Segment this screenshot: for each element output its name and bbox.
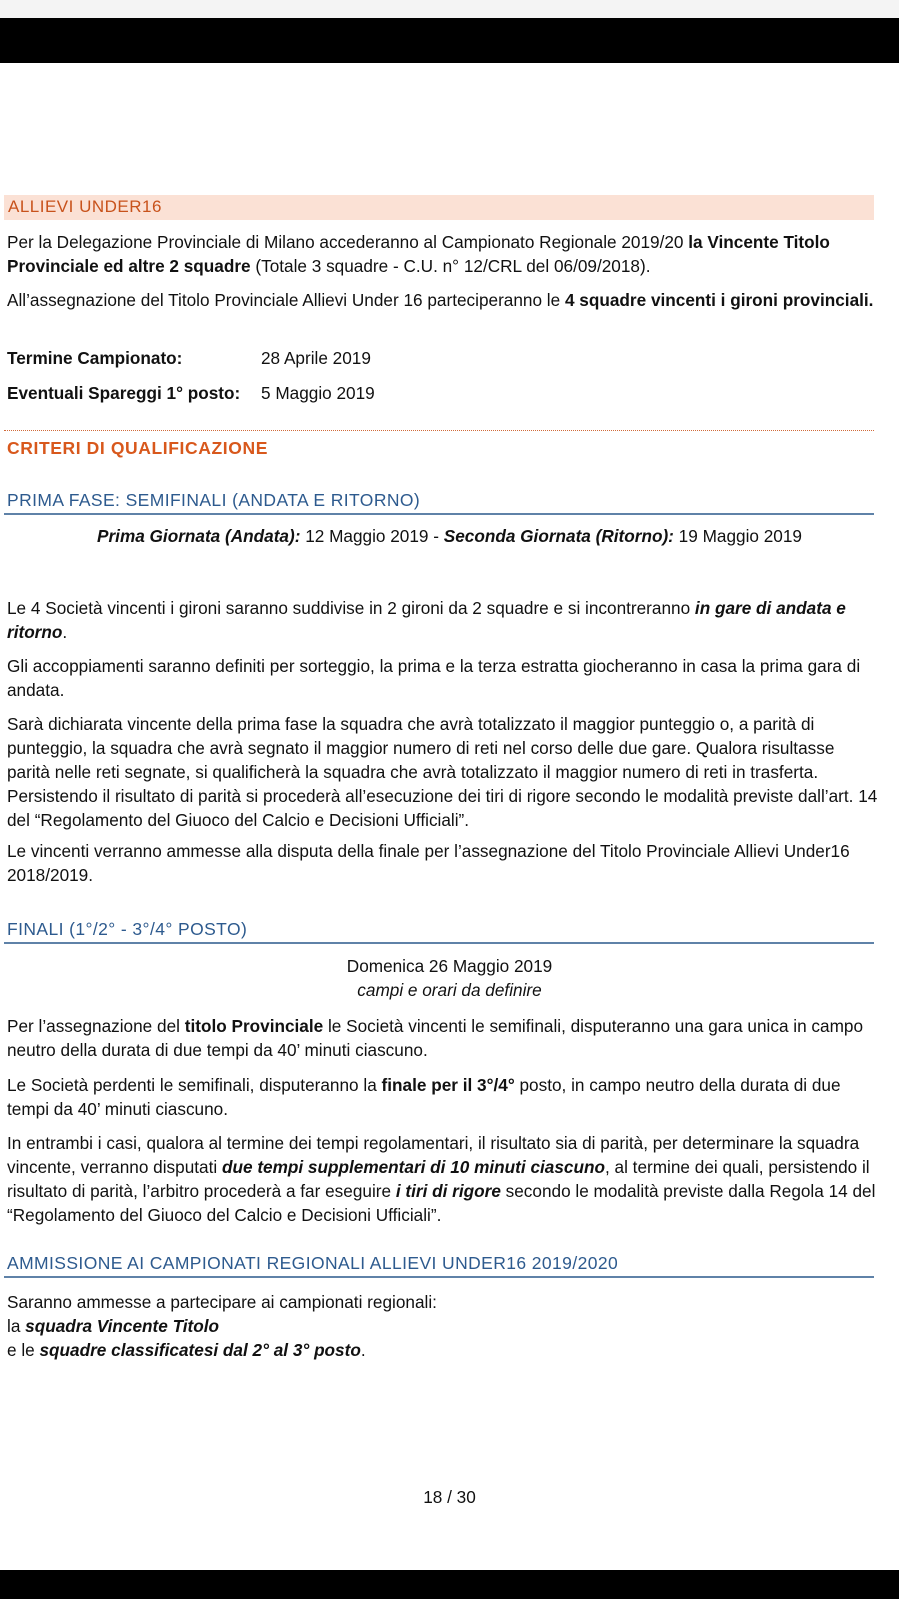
text-span: Le 4 Società vincenti i gironi saranno suddivise in 2 gironi da 2 squadre e si incontreranno <box>7 598 695 618</box>
bold-italic-span: i tiri di rigore <box>395 1181 501 1201</box>
criteri-title: CRITERI DI QUALIFICAZIONE <box>7 438 268 458</box>
ammissione-line2 <box>7 1314 879 1338</box>
text-span: posto, in campo neutro della durata di due tempi da 40’ minuti ciascuno. <box>7 1075 841 1119</box>
bold-italic-span: squadra Vincente Titolo <box>25 1316 220 1336</box>
dotted-divider <box>4 430 874 431</box>
prima-fase-rule <box>4 513 874 515</box>
bold-span: titolo Provinciale <box>184 1016 324 1036</box>
prima-fase-p4: Le vincenti verranno ammesse alla disputa della finale per l’assegnazione del Titolo Provinciale Allievi Under16 2018/2019. <box>7 841 850 885</box>
section-title: ALLIEVI UNDER16 <box>8 197 162 216</box>
top-strip <box>0 0 899 18</box>
ammissione-line3 <box>7 1338 879 1362</box>
text-span: secondo le modalità previste dalla Regola 14 del “Regolamento del Giuoco del Calcio e Decisioni Ufficiali”. <box>7 1181 876 1225</box>
text-span: e le <box>7 1340 40 1360</box>
ammissione-title: AMMISSIONE AI CAMPIONATI REGIONALI ALLIEVI UNDER16 2019/2020 <box>7 1253 619 1273</box>
assignment-paragraph <box>7 288 879 312</box>
bottom-nav-bar <box>0 1570 899 1599</box>
text-span: Seconda Giornata (Ritorno): <box>443 526 674 546</box>
finali-rule <box>4 942 874 944</box>
bold-italic-span: due tempi supplementari di 10 minuti ciascuno <box>221 1157 605 1177</box>
text-span: Per la Delegazione Provinciale di Milano accederanno al Campionato Regionale 2019/20 <box>7 232 689 252</box>
bold-italic-span: squadre classificatesi dal 2° al 3° posto <box>39 1340 361 1360</box>
term-label: Termine Campionato: <box>7 348 183 368</box>
prima-fase-p3: Sarà dichiarata vincente della prima fase la squadra che avrà totalizzato il maggior punteggio o, a parità di punteggio, la squadra che avrà segnato il maggior numero di reti nel corso delle due gare. Qualora risultasse parità nelle reti segnate, si qualificherà la squadra che avrà totalizzato il maggior numero di reti in trasferta. Persistendo il risultato di parità si procederà all’esecuzione dei tiri di rigore secondo le modalità previste dall’art. 14 del “Regolamento del Giuoco del Calcio e Decisioni Ufficiali”. <box>7 714 878 830</box>
ammissione-rule <box>4 1276 874 1278</box>
finali-p2 <box>7 1073 879 1121</box>
bold-italic-span: in gare di andata e ritorno <box>7 598 846 642</box>
text-span: All’assegnazione del Titolo Provinciale Allievi Under 16 parteciperanno le <box>7 290 565 310</box>
ammissione-line1: Saranno ammesse a partecipare ai campionati regionali: <box>7 1292 437 1312</box>
spareggi-value: 5 Maggio 2019 <box>261 383 375 403</box>
finali-title: FINALI (1°/2° - 3°/4° POSTO) <box>7 919 248 939</box>
semifinal-dates <box>0 526 899 547</box>
prima-fase-p2: Gli accoppiamenti saranno definiti per sorteggio, la prima e la terza estratta giocheranno in casa la prima gara di andata. <box>7 656 861 700</box>
top-status-bar <box>0 0 899 63</box>
page-number: 18 / 30 <box>423 1487 476 1507</box>
text-span: 19 Maggio 2019 <box>673 526 802 546</box>
section-header-band <box>4 195 874 220</box>
term-value: 28 Aprile 2019 <box>261 348 371 368</box>
text-span: In entrambi i casi, qualora al termine dei tempi regolamentari, il risultato sia di parità, per determinare la squadra vincente, verranno disputati <box>7 1133 860 1177</box>
bold-span: la Vincente Titolo Provinciale ed altre 2 squadre <box>7 232 830 276</box>
text-span: Prima Giornata (Andata): <box>97 526 301 546</box>
text-span: le Società vincenti le semifinali, disputeranno una gara unica in campo neutro della durata di due tempi da 40’ minuti ciascuno. <box>7 1016 864 1060</box>
bold-span: finale per il 3°/4° <box>381 1075 515 1095</box>
prima-fase-p1 <box>7 596 879 644</box>
text-span: Le Società perdenti le semifinali, disputeranno la <box>7 1075 382 1095</box>
finali-date: Domenica 26 Maggio 2019 <box>346 956 553 976</box>
spareggi-label: Eventuali Spareggi 1° posto: <box>7 383 241 403</box>
finali-p3 <box>7 1131 879 1227</box>
intro-paragraph <box>7 230 879 278</box>
text-span: . <box>360 1340 366 1360</box>
text-span: Per l’assegnazione del <box>7 1016 185 1036</box>
text-span: la <box>7 1316 26 1336</box>
finali-p1 <box>7 1014 879 1062</box>
bold-span: 4 squadre vincenti i gironi provinciali. <box>564 290 874 310</box>
finali-note: campi e orari da definire <box>357 980 542 1000</box>
text-span: 12 Maggio 2019 - <box>300 526 444 546</box>
prima-fase-title: PRIMA FASE: SEMIFINALI (ANDATA E RITORNO) <box>7 490 421 510</box>
text-span: , al termine dei quali, persistendo il risultato di parità, l’arbitro procederà a far eseguire <box>7 1157 870 1201</box>
text-span: (Totale 3 squadre - C.U. n° 12/CRL del 06/09/2018). <box>250 256 651 276</box>
text-span: . <box>62 622 68 642</box>
